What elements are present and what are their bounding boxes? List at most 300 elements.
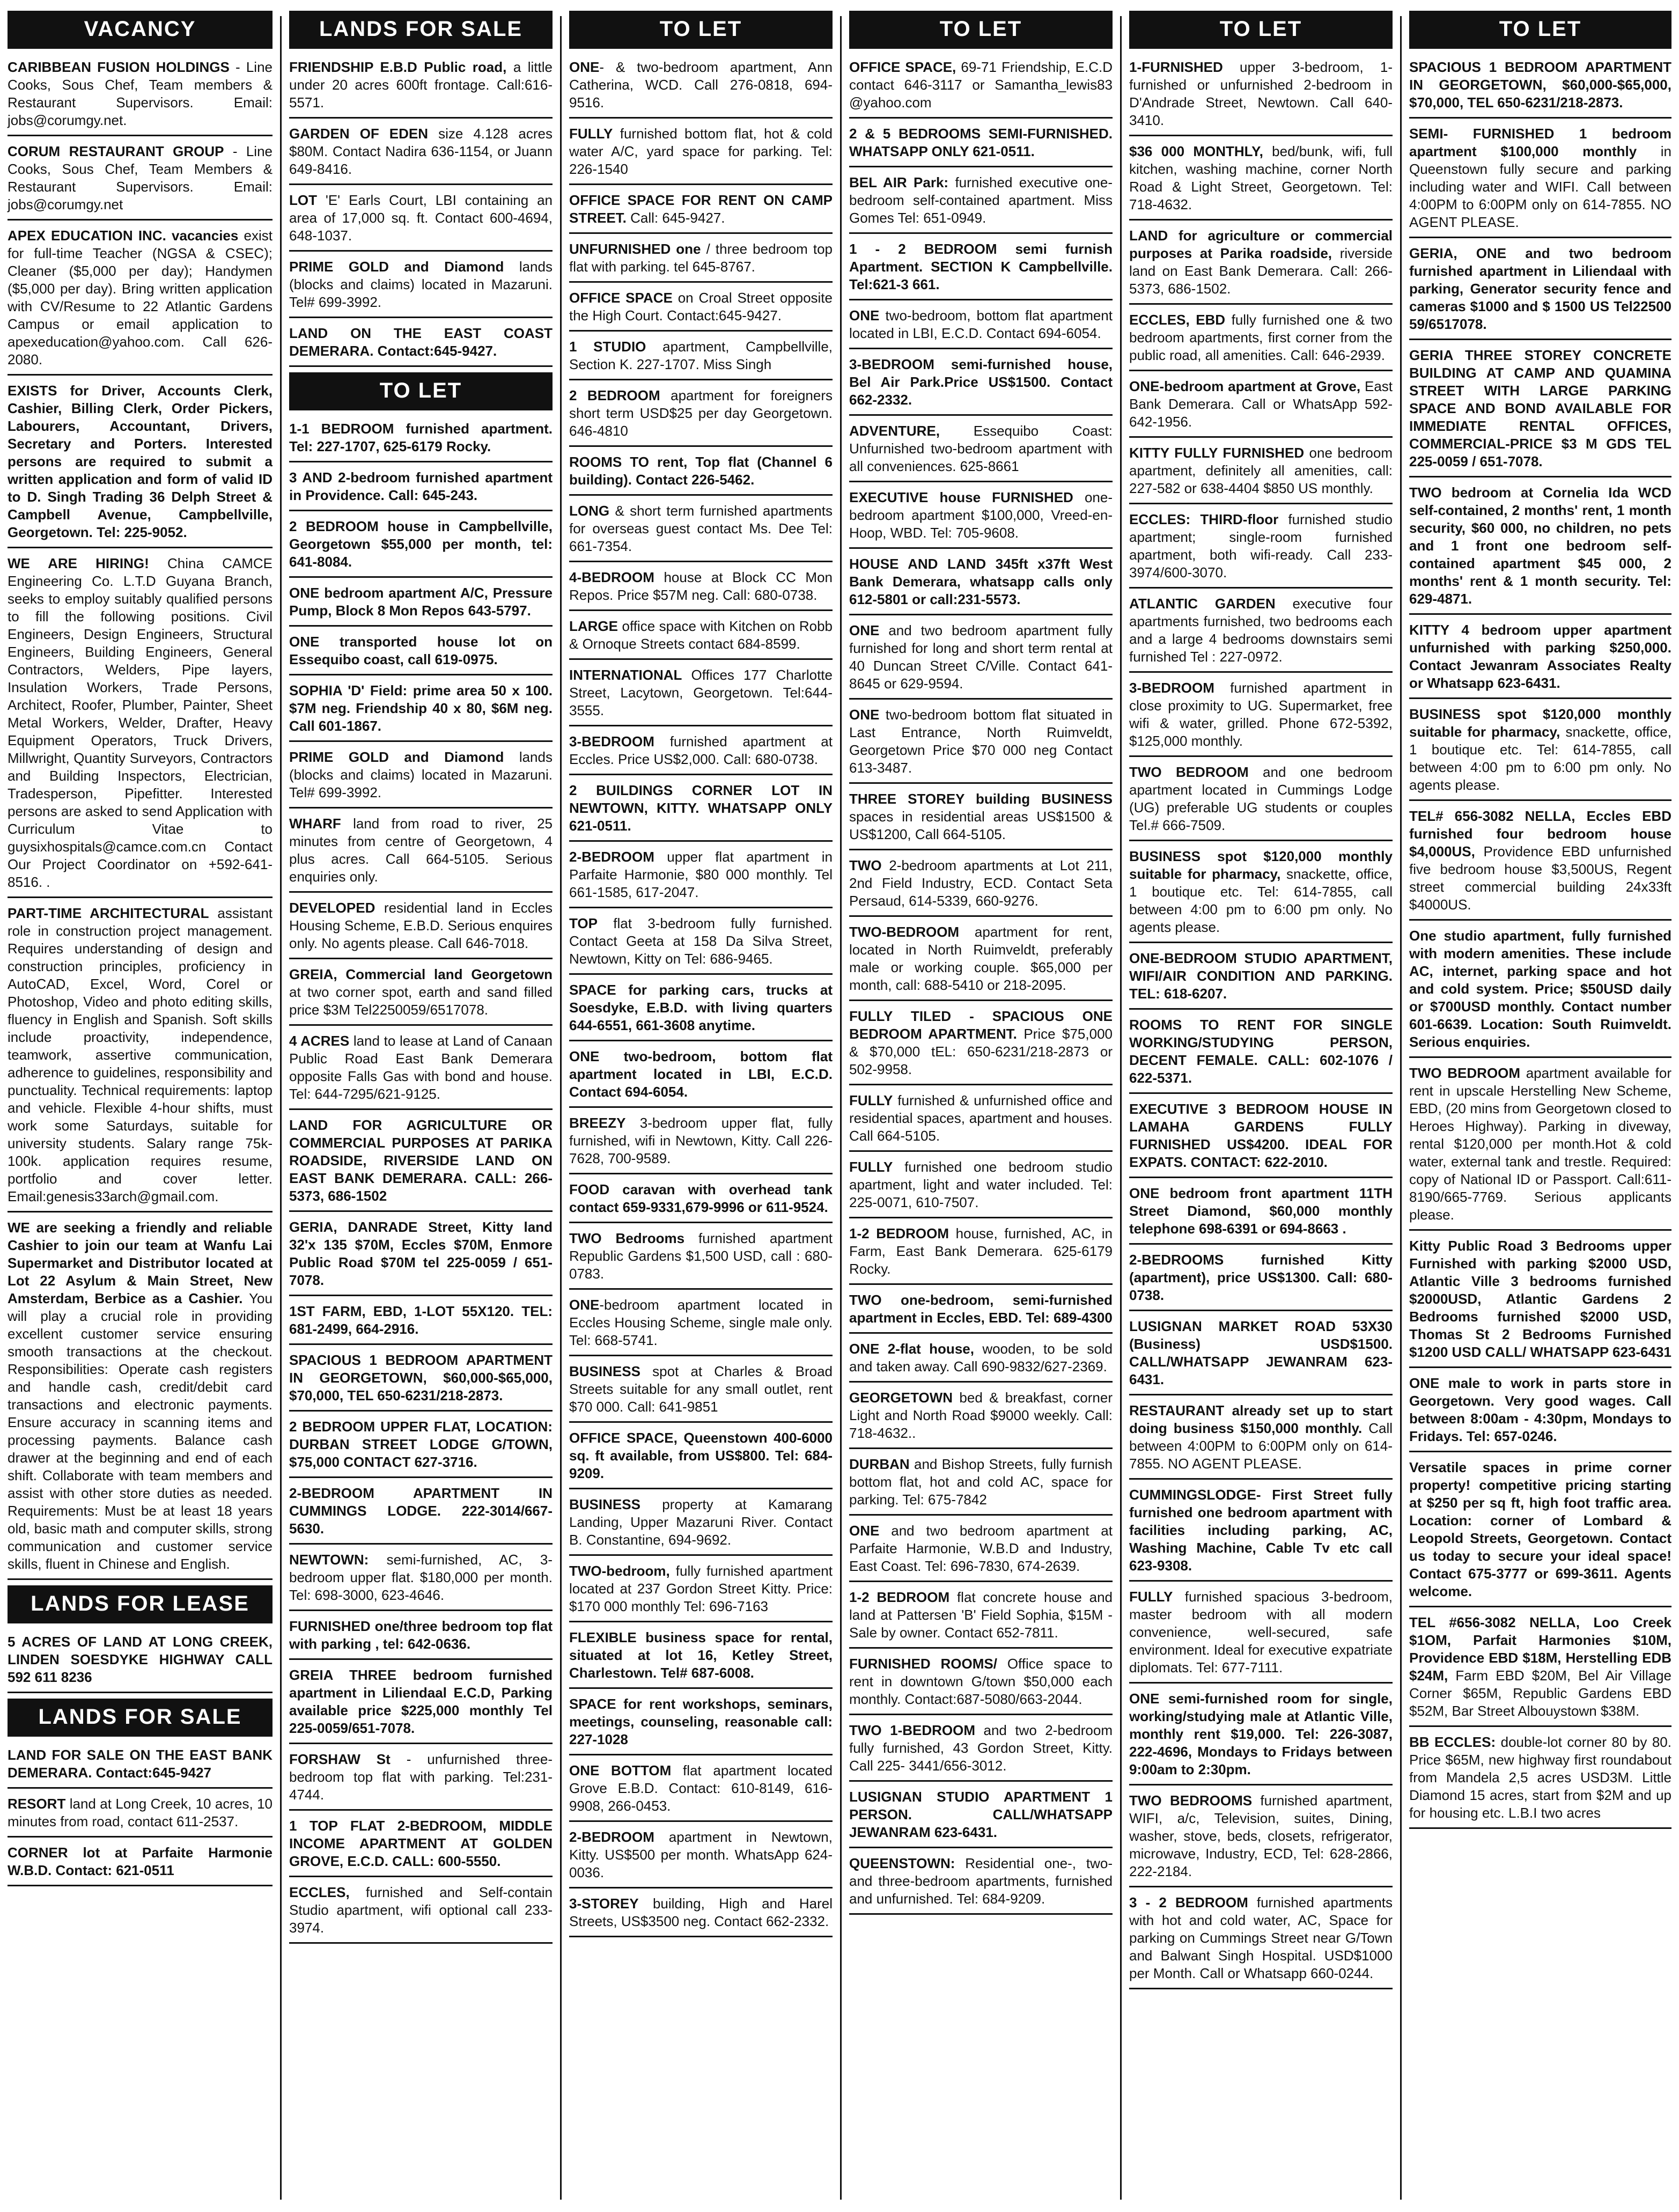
ad-lead: ONE-bedroom apartment at Grove, [1129, 378, 1361, 394]
classified-ad [1129, 442, 1393, 504]
ad-lead: ONE-BEDROOM STUDIO APARTMENT, WIFI/AIR CONDITION AND PARKING. TEL: 618-6207. [1129, 950, 1393, 1002]
column-5 [1122, 11, 1400, 2205]
ad-lead: ONE male to work in parts store in Georgetown. Very good wages. Call between 8:00am - 4:30pm, Mondays to Fridays. Tel: 657-0246. [1409, 1375, 1671, 1444]
ad-lead: BREEZY [569, 1115, 626, 1131]
ad-lead: TWO Bedrooms [569, 1230, 685, 1246]
ad-lead: 5 ACRES OF LAND AT LONG CREEK, LINDEN SOESDYKE HIGHWAY CALL 592 611 8236 [8, 1634, 273, 1685]
ad-lead: 2-BEDROOMS furnished Kitty (apartment), price US$1300. Call: 680-0738. [1129, 1252, 1393, 1303]
section-header: LANDS FOR LEASE [8, 1585, 273, 1623]
ad-body: at two corner spot, earth and sand filled price $3M Tel2250059/6517078. [289, 984, 553, 1018]
ad-lead: 2 BUILDINGS CORNER LOT IN NEWTOWN, KITTY. WHATSAPP ONLY 621-0511. [569, 782, 833, 834]
ad-lead: INTERNATIONAL [569, 667, 682, 683]
ad-lead: BEL AIR Park: [849, 174, 949, 190]
classified-ad [569, 123, 833, 185]
ad-lead: 4 ACRES [289, 1033, 350, 1049]
classified-ad [8, 553, 273, 898]
ad-body: -bedroom apartment located in Eccles Housing Scheme, single male only. Tel: 668-5741. [569, 1297, 833, 1348]
classified-ad [849, 420, 1113, 482]
ad-body: one bedroom apartment, definitely all amenities, call: 227-582 or 638-4404 $850 US monthly. [1129, 445, 1393, 496]
ad-lead: ONE 2-flat house, [849, 1341, 974, 1357]
ad-lead: KITTY FULLY FURNISHED [1129, 445, 1305, 461]
classified-ad [569, 1112, 833, 1174]
column-1 [0, 11, 280, 2205]
ad-body: China CAMCE Engineering Co. L.T.D Guyana Branch, seeks to employ suitably qualified persons to fill the following positions. Civil Engineers, Design Engineers, Structural Engineers, Building Engineers, General Contractors, Welders, Pipe layers, Insulation Workers, Trade Persons, Architect, Roofer, Plumber, Painter, Sheet Metal Workers, Welder, Drafter, Heavy Equipment Operators, Truck Drivers, Millwright, Quantity Surveyors, Contractors and Building Inspectors, Electrician, Tradesperson, Pipefitter. Interested persons are asked to send Application with Curriculum Vitae to guysixhospitals@camce.com.cn Contact Our Project Coordinator on +592-641-8516. . [8, 555, 273, 890]
ad-body: on Croal Street opposite the High Court. Contact:645-9427. [569, 290, 833, 324]
section-header: LANDS FOR SALE [289, 11, 553, 49]
ad-lead: ECCLES, [289, 1884, 350, 1900]
ad-lead: CUMMINGSLODGE- First Street fully furnished one bedroom apartment with facilities including parking, AC, Washing Machine, Cable Tv etc call 623-9308. [1129, 1487, 1393, 1574]
ad-lead: ONE two-bedroom, bottom flat apartment located in LBI, E.C.D. Contact 694-6054. [569, 1048, 833, 1100]
ad-body: - Line Cooks, Sous Chef, Team Members & Restaurant Supervisors. Email: jobs@corumgy.net [8, 143, 273, 212]
ad-lead: RESORT [8, 1796, 66, 1812]
ad-lead: KITTY 4 bedroom upper apartment unfurnished with parking $250,000. Contact Jewanram Associates Realty or Whatsapp 623-6431. [1409, 622, 1671, 691]
ad-lead: WE ARE HIRING! [8, 555, 149, 571]
ad-body: furnished apartment Republic Gardens $1,500 USD, call : 680-0783. [569, 1230, 833, 1282]
classified-ad [849, 354, 1113, 416]
ad-body: assistant role in construction project management. Requires understanding of design and construction principles, proficiency in AutoCAD, Excel, Word, Corel or Photoshop, Video and photo editing skills, fluency in English and Spanish. Soft skills include proactivity, independence, teamwork, assertive communication, adherence to guidelines, responsibility and punctuality. Technical requirements: laptop and vehicle. Flexible 4-hour shifts, must work some Saturdays, suitable for university students. Salary range 75k-100k. application requires resume, portfolio and cover letter. Email:genesis33arch@gmail.com. [8, 905, 273, 1204]
ad-lead: BUSINESS [569, 1363, 640, 1379]
ad-lead: OFFICE SPACE [569, 290, 673, 306]
classified-ad [569, 1760, 833, 1822]
classified-ad [1129, 509, 1393, 589]
ad-body: land at Long Creek, 10 acres, 10 minutes from road, contact 611-2537. [8, 1796, 273, 1829]
ad-body: Farm EBD $20M, Bel Air Village Corner $65M, Republic Gardens EBD $52M, Bar Street Albouystown $38M. [1409, 1667, 1671, 1719]
ad-body: fully furnished one & two bedroom apartments, first corner from the public road, all amenities. Call: 646-2939. [1129, 312, 1393, 363]
ad-lead: ECCLES, EBD [1129, 312, 1226, 328]
ad-body: and one bedroom apartment located in Cummings Lodge (UG) preferable UG students or couples Tel.# 666-7509. [1129, 764, 1393, 833]
ad-body: Call: 645-9427. [626, 210, 725, 226]
classified-ad [569, 1627, 833, 1689]
ad-body: furnished spacious 3-bedroom, master bedroom with all modern convenience, well-secured, safe environment. Ideal for executive expatriate diplomats. Tel: 677-7111. [1129, 1589, 1393, 1675]
classified-ad [1129, 1249, 1393, 1311]
ad-lead: 3-BEDROOM [569, 733, 654, 749]
ad-lead: 2-BEDROOM [569, 1829, 654, 1845]
classified-ad [1409, 619, 1671, 699]
ad-lead: DEVELOPED [289, 900, 375, 916]
ad-lead: 1 - 2 BEDROOM semi furnish Apartment. SECTION K Campbellville. Tel:621-3 661. [849, 241, 1113, 292]
classified-ad [1129, 1892, 1393, 1989]
column-2 [282, 11, 560, 2205]
classified-ad [569, 56, 833, 119]
ad-body: wooden, to be sold and taken away. Call 690-9832/627-2369. [849, 1341, 1113, 1375]
ad-lead: CORNER lot at Parfaite Harmonie W.B.D. Contact: 621-0511 [8, 1844, 273, 1878]
classified-ad [289, 256, 553, 318]
ad-lead: 2 & 5 BEDROOMS SEMI-FURNISHED. WHATSAPP ONLY 621-0511. [849, 126, 1113, 159]
classified-ad [1129, 376, 1393, 438]
ad-lead: FORSHAW St [289, 1751, 391, 1767]
classified-ad [289, 1300, 553, 1345]
ad-lead: LAND FOR AGRICULTURE OR COMMERCIAL PURPOSES AT PARIKA ROADSIDE, RIVERSIDE LAND ON EAST BANK DEMERARA. CALL: 266-5373, 686-1502 [289, 1117, 553, 1204]
ad-body: / three bedroom top flat with parking. tel 645-8767. [569, 241, 833, 275]
classified-ad [569, 287, 833, 332]
classified-ad [849, 620, 1113, 700]
ad-body: - Line Cooks, Sous Chef, Team members & Restaurant Supervisors. Email: jobs@corumgy.net. [8, 59, 273, 128]
classified-ad [849, 1090, 1113, 1152]
classified-ad [1409, 1235, 1671, 1368]
ad-body: - unfurnished three-bedroom top flat with parking. Tel:231-4744. [289, 1751, 553, 1803]
section-header: TO LET [289, 372, 553, 410]
ad-lead: SPACE for parking cars, trucks at Soesdyke, E.B.D. with living quarters 644-6551, 661-3608 anytime. [569, 982, 833, 1033]
ad-lead: ONE transported house lot on Essequibo coast, call 619-0975. [289, 634, 553, 667]
ad-body: and Bishop Streets, fully furnish bottom flat, hot and cold AC, space for parking. Tel: 675-7842 [849, 1456, 1113, 1508]
classified-ad [1409, 344, 1671, 477]
ad-body: furnished bottom flat, hot & cold water A/C, yard space for parking. Tel: 226-1540 [569, 126, 833, 177]
ad-lead: LOT [289, 192, 317, 208]
ad-lead: FULLY [849, 1159, 893, 1175]
classified-ad [1409, 56, 1671, 119]
ad-lead: TWO BEDROOM [1409, 1065, 1521, 1081]
ad-lead: FURNISHED ROOMS/ [849, 1656, 997, 1672]
classified-ad [569, 1294, 833, 1356]
ad-body: flat apartment located Grove E.B.D. Contact: 610-8149, 616-9908, 266-0453. [569, 1762, 833, 1814]
ad-body: residential land in Eccles Housing Scheme, E.B.D. Serious enquires only. No agents please. Call 646-7018. [289, 900, 553, 951]
ad-lead: ATLANTIC GARDEN [1129, 596, 1276, 612]
ad-lead: 1-2 BEDROOM [849, 1589, 950, 1605]
classified-ad [849, 1520, 1113, 1582]
ad-lead: QUEENSTOWN: [849, 1855, 955, 1871]
classified-ad [8, 1631, 273, 1693]
classified-ad [289, 1549, 553, 1611]
ad-lead: BUSINESS spot $120,000 monthly suitable for pharmacy, [1129, 848, 1393, 882]
classified-ad [569, 189, 833, 234]
ad-lead: NEWTOWN: [289, 1552, 369, 1568]
ad-lead: LARGE [569, 618, 618, 634]
ad-lead: EXECUTIVE 3 BEDROOM HOUSE IN LAMAHA GARDENS FULLY FURNISHED US$4200. IDEAL FOR EXPATS. CONTACT: 622-2010. [1129, 1101, 1393, 1170]
classified-ad [849, 487, 1113, 549]
ad-lead: TWO-BEDROOM [849, 924, 960, 940]
ad-lead: 2 BEDROOM UPPER FLAT, LOCATION: DURBAN STREET LODGE G/TOWN, $75,000 CONTACT 627-3716. [289, 1419, 553, 1470]
ad-lead: 3-BEDROOM semi-furnished house, Bel Air Park.Price US$1500. Contact 662-2332. [849, 356, 1113, 408]
classified-ad [1409, 703, 1671, 801]
ad-lead: 1ST FARM, EBD, 1-LOT 55X120. TEL: 681-2499, 664-2916. [289, 1303, 553, 1337]
ad-body: East Bank Demerara. Call or WhatsApp 592-642-1956. [1129, 378, 1393, 430]
ad-lead: SPACIOUS 1 BEDROOM APARTMENT IN GEORGETOWN, $60,000-$65,000, $70,000, TEL 650-6231/218-2873. [289, 1352, 553, 1403]
ad-lead: TWO bedroom at Cornelia Ida WCD self-contained, 2 months' rent, 1 month security, $60 000, no children, no pets and 1 front one bedroom self-contained apartment $45 000, 2 months' rent & 1 month security. Tel: 629-4871. [1409, 484, 1671, 607]
section-header: TO LET [569, 11, 833, 49]
ad-body: a little under 20 acres 600ft frontage. Call:616-5571. [289, 59, 553, 111]
classified-ad [8, 1217, 273, 1580]
ad-lead: SPACIOUS 1 BEDROOM APARTMENT IN GEORGETOWN, $60,000-$65,000, $70,000, TEL 650-6231/218-2873. [1409, 59, 1671, 111]
classified-ad [569, 336, 833, 380]
classified-ad [1129, 1182, 1393, 1245]
ad-lead: ONE [849, 622, 880, 638]
ad-lead: EXECUTIVE house FURNISHED [849, 489, 1073, 505]
ad-lead: 4-BEDROOM [569, 569, 654, 585]
ad-lead: ONE [569, 59, 600, 75]
ad-lead: FLEXIBLE business space for rental, situated at lot 16, Ketley Street, Charlestown. Tel# 687-6008. [569, 1629, 833, 1681]
classified-ad [849, 1786, 1113, 1848]
classified-ad [569, 1046, 833, 1108]
ad-lead: DURBAN [849, 1456, 910, 1472]
ad-lead: HOUSE AND LAND 345ft x37ft West Bank Demerara, whatsapp calls only 612-5801 or call:231-5573. [849, 556, 1113, 607]
ad-body: Call between 4:00PM to 6:00PM only on 614-7855. NO AGENT PLEASE. [1129, 1420, 1393, 1472]
ad-lead: LUSIGNAN MARKET ROAD 53X30 (Business) USD$1500. CALL/WHATSAPP JEWANRAM 623-6431. [1129, 1318, 1393, 1387]
ad-body: snackette, office, 1 boutique etc. Tel: 614-7855, call between 4:00 pm to 6:00 pm only. No agents please. [1129, 866, 1393, 935]
ad-body: Essequibo Coast: Unfurnished two-bedroom apartment with all conveniences. 625-8661 [849, 423, 1113, 474]
ad-lead: SOPHIA 'D' Field: prime area 50 x 100. $7M neg. Friendship 40 x 80, $6M neg. Call 601-1867. [289, 682, 553, 734]
classified-ad [849, 172, 1113, 234]
classified-ad [849, 788, 1113, 850]
classified-ad [289, 516, 553, 578]
ad-body: two-bedroom bottom flat situated in Last Entrance, North Ruimveldt, Georgetown Price $70 000 neg Contact 613-3487. [849, 707, 1113, 776]
ad-body: 3-bedroom upper flat, fully furnished, wifi in Newtown, Kitty. Call 226-7628, 700-9589. [569, 1115, 833, 1166]
ad-body: executive four apartments furnished, two bedrooms each and a large 4 bedrooms downstairs semi furnished Tel : 227-0972. [1129, 596, 1393, 665]
ad-lead: ONE semi-furnished room for single, working/studying male at Atlantic Ville, monthly rent $19,000. Tel: 226-3087, 222-4696, Mondays to Fridays between 9:00am to 2:30pm. [1129, 1691, 1393, 1777]
ad-body: double-lot corner 80 by 80. Price $65M, new highway first roundabout from Mandela 2,5 acres USD3M. Little Diamond 15 acres, start from $2M and up for housing etc. L.B.I two acres [1409, 1734, 1671, 1821]
classified-ad [1129, 947, 1393, 1010]
classified-ad [1129, 56, 1393, 136]
ad-body: in Queenstown fully secure and parking including water and WIFI. Call between 4:00PM to 6:00PM only on 614-7855. NO AGENT PLEASE. [1409, 143, 1671, 230]
ad-body: furnished apartment, WIFI, a/c, Television, suites, Dining, washer, stove, beds, closets, refrigerator, microwave, Industry, ECD, Tel: 628-2866, 222-2184. [1129, 1792, 1393, 1879]
ad-body: Office space to rent in downtown G/town $50,000 each monthly. Contact:687-5080/663-2044. [849, 1656, 1113, 1707]
ad-lead: FULLY [1129, 1589, 1173, 1605]
classified-ad [8, 380, 273, 548]
classified-ad [1129, 141, 1393, 221]
classified-ad [849, 56, 1113, 119]
classified-ad [849, 1338, 1113, 1383]
ad-lead: APEX EDUCATION INC. vacancies [8, 227, 239, 244]
classified-ad [569, 664, 833, 726]
ad-body: fully furnished apartment located at 237 Gordon Street Kitty. Price: $170 000 monthly Tel: 696-7163 [569, 1563, 833, 1614]
ad-lead: 3 AND 2-bedroom furnished apartment in Providence. Call: 645-243. [289, 469, 553, 503]
ad-body: - & two-bedroom apartment, Ann Catherina, WCD. Call 276-0818, 694-9516. [569, 59, 833, 111]
ad-lead: LAND FOR SALE ON THE EAST BANK DEMERARA. Contact:645-9427 [8, 1747, 273, 1781]
ad-lead: LUSIGNAN STUDIO APARTMENT 1 PERSON. CALL/WHATSAPP JEWANRAM 623-6431. [849, 1789, 1113, 1840]
column-3 [562, 11, 840, 2205]
ad-lead: CARIBBEAN FUSION HOLDINGS [8, 59, 230, 75]
ad-lead: ONE BOTTOM [569, 1762, 672, 1779]
ad-lead: TWO-bedroom, [569, 1563, 670, 1579]
ad-lead: FOOD caravan with overhead tank contact 659-9331,679-9996 or 611-9524. [569, 1181, 833, 1215]
section-header: VACANCY [8, 11, 273, 49]
ad-lead: BB ECCLES: [1409, 1734, 1496, 1750]
classified-ad [1409, 123, 1671, 238]
ad-body: apartment, Campbellville, Section K. 227-1707. Miss Singh [569, 339, 833, 372]
classified-ad [569, 385, 833, 447]
ad-lead: 1 STUDIO [569, 339, 646, 355]
ad-body: bed & breakfast, corner Light and North Road $9000 weekly. Call: 718-4632.. [849, 1390, 1113, 1441]
ad-lead: GERIA, ONE and two bedroom furnished apartment in Liliendaal with parking, Generator security fence and cameras $1000 and $ 1500 US Tel22500 59/6517078. [1409, 245, 1671, 332]
classified-ad [569, 1427, 833, 1489]
section-header: LANDS FOR SALE [8, 1699, 273, 1737]
ad-body: Price $75,000 & $70,000 tEL: 650-6231/218-2873 or 502-9958. [849, 1026, 1113, 1077]
ad-body: apartment available for rent in upscale Herstelling New Scheme, EBD, (20 mins from Georgetown closed to Heroes Highway). Parking in diveway, rental $120,000 per month.Hot & cold water, external tank and trestle. Required: copy of National ID or Passport. Call:611-8190/665-7769. Serious applicants please. [1409, 1065, 1671, 1223]
ad-body: and two bedroom apartment at Parfaite Harmonie, W.B.D and Industry, East Coast. Tel: 696-7830, 674-2639. [849, 1523, 1113, 1574]
classified-ad [289, 813, 553, 893]
classified-ad [569, 1228, 833, 1290]
ad-lead: 2-BEDROOM [569, 849, 654, 865]
ad-body: spaces in residential areas US$1500 & US$1200, Call 664-5105. [849, 809, 1113, 842]
ad-body: exist for full-time Teacher (NGSA & CSEC); Cleaner ($5,000 per day); Handymen ($5,000 per day). Bring written application with CV/Resume to 22 Atlantic Gardens Campus or email application to apexeducation@yahoo.com. Call 626-2080. [8, 227, 273, 368]
ad-body: two-bedroom, bottom flat apartment located in LBI, E.C.D. Contact 694-6054. [849, 307, 1113, 341]
section-header: TO LET [849, 11, 1113, 49]
classified-ad [1409, 242, 1671, 340]
classified-ad [8, 225, 273, 376]
ad-lead: FULLY [569, 126, 613, 142]
ad-body: apartment for rent, located in North Ruimveldt, preferably male or working couple. $65,000 per month, call: 688-5410 or 218-2095. [849, 924, 1113, 993]
classified-ad [569, 500, 833, 562]
ad-lead: GREIA THREE bedroom furnished apartment in Liliendaal E.C.D, Parking available price $225,000 monthly Tel 225-0059/651-7078. [289, 1667, 553, 1736]
ad-body: 'E' Earls Court, LBI containing an area of 17,000 sq. ft. Contact 600-4694, 648-1037. [289, 192, 553, 244]
ad-lead: GEORGETOWN [849, 1390, 953, 1406]
classified-ad [1409, 1457, 1671, 1607]
classified-ad [1409, 1612, 1671, 1727]
classified-ad [289, 1615, 553, 1660]
ad-lead: BUSINESS spot $120,000 monthly suitable for pharmacy, [1409, 706, 1671, 740]
ad-lead: Kitty Public Road 3 Bedrooms upper Furnished with parking $2000 USD, Atlantic Ville 3 bedrooms furnished $2000USD, Atlantic Gardens 2 Bedrooms furnished $2000 USD, Thomas St 2 Bedrooms Furnished $1200 USD CALL/ WHATSAPP 623-6431 [1409, 1238, 1671, 1360]
ad-lead: RESTAURANT already set up to start doing business $150,000 monthly. [1129, 1402, 1393, 1436]
ad-lead: 1 TOP FLAT 2-BEDROOM, MIDDLE INCOME APARTMENT AT GOLDEN GROVE, E.C.D. CALL: 600-5550. [289, 1818, 553, 1869]
classified-ad [849, 1586, 1113, 1649]
classified-ad [289, 1748, 553, 1811]
column-4 [842, 11, 1120, 2205]
classified-ad [569, 846, 833, 908]
classified-ad [849, 921, 1113, 1001]
ad-body: You will play a crucial role in providing excellent customer service ensuring smooth transactions at the checkout. Responsibilities: Operate cash registers and handle cash, credit/debit card transactions and electronic payments. Ensure accuracy in scanning items and processing payments. Balance cash drawer at the beginning and end of each shift. Collaborate with team members and assist with other store duties as needed. Requirements: Must be at least 18 years old, basic math and computer skills, strong communication and customer service skills, fluent in Chinese and English. [8, 1290, 273, 1572]
ad-lead: FULLY TILED - SPACIOUS ONE BEDROOM APARTMENT. [849, 1008, 1113, 1042]
classified-ad [569, 731, 833, 775]
ad-lead: GERIA, DANRADE Street, Kitty land 32'x 135 $70M, Eccles $70M, Enmore Public Road $70M tel 225-0059 / 651-7078. [289, 1219, 553, 1288]
ad-body: furnished studio apartment; single-room furnished apartment, both wifi-ready. Call 233-3974/600-3070. [1129, 511, 1393, 580]
classified-ad [289, 418, 553, 462]
classified-ad [289, 189, 553, 252]
ad-lead: WE are seeking a friendly and reliable Cashier to join our team at Wanfu Lai Supermarket and Distributor located at Lot 22 Asylum & Main Street, New Amsterdam, Berbice as a Cashier. [8, 1219, 273, 1306]
ad-body: and two bedroom apartment fully furnished for long and short term rental at 40 Duncan Street C/Ville. Contact 641-8645 or 629-9594. [849, 622, 1113, 692]
ad-lead: OFFICE SPACE FOR RENT ON CAMP STREET. [569, 192, 833, 226]
ad-lead: ROOMS TO RENT FOR SINGLE WORKING/STUDYING PERSON, DECENT FEMALE. CALL: 602-1076 / 622-5371. [1129, 1017, 1393, 1086]
classified-ad [1129, 1400, 1393, 1480]
classified-ad [8, 1793, 273, 1838]
classified-ad [1129, 677, 1393, 757]
ad-body: flat concrete house and land at Pattersen 'B' Field Sophia, $15M - Sale by owner. Contact 652-7811. [849, 1589, 1113, 1641]
classified-ad [1409, 1372, 1671, 1452]
classified-ad [569, 913, 833, 975]
classified-ad [1409, 1062, 1671, 1231]
ad-body: Residential one-, two- and three-bedroom apartments, furnished and unfurnished. Tel: 684-9209. [849, 1855, 1113, 1907]
classified-ad [849, 1653, 1113, 1715]
classified-ad [289, 746, 553, 809]
ad-body: Offices 177 Charlotte Street, Lacytown, Georgetown. Tel:644-3555. [569, 667, 833, 718]
classified-ad [849, 1719, 1113, 1782]
classified-ad [8, 56, 273, 136]
classified-ad [1129, 309, 1393, 371]
classified-ad [569, 451, 833, 496]
ad-body: furnished apartment at Eccles. Price US$2,000. Call: 680-0738. [569, 733, 833, 767]
classified-ad [569, 979, 833, 1041]
ad-lead: OFFICE SPACE, Queenstown 400-6000 sq. ft available, from US$800. Tel: 684-9209. [569, 1430, 833, 1481]
column-6 [1402, 11, 1679, 2205]
ad-body: flat 3-bedroom fully furnished. Contact Geeta at 158 Da Silva Street, Newtown, Kitty on Tel: 686-9465. [569, 915, 833, 967]
ad-lead: CORUM RESTAURANT GROUP [8, 143, 224, 159]
classified-ad [1129, 1688, 1393, 1785]
ad-lead: LAND for agriculture or commercial purposes at Parika roadside, [1129, 227, 1393, 261]
classified-ad [1409, 1731, 1671, 1829]
classified-ad [849, 1289, 1113, 1334]
classified-ad [569, 1893, 833, 1937]
ad-lead: TWO BEDROOM [1129, 764, 1249, 780]
classified-ad [289, 964, 553, 1026]
ad-lead: ONE [569, 1297, 600, 1313]
ad-lead: 2 BEDROOM [569, 387, 660, 403]
classified-ad [289, 1815, 553, 1877]
classified-ad [1129, 1484, 1393, 1582]
ad-lead: EXISTS for Driver, Accounts Clerk, Cashier, Billing Clerk, Order Pickers, Labourers, Accountant, Drivers, Secretary and Porters. Interested persons are required to submit a written application and form of valid ID to D. Singh Trading 36 Delph Street & Campbell Avenue, Campbellville, Georgetown. Tel: 225-9052. [8, 383, 273, 540]
ad-lead: OFFICE SPACE, [849, 59, 956, 75]
classified-ad [569, 1826, 833, 1888]
ad-lead: Versatile spaces in prime corner property! competitive pricing starting at $250 per sq ft, high foot traffic area. Location: corner of Lombard & Leopold Streets, Georgetown. Contact us today to secure your ideal space! Contact 675-3777 or 699-3611. Agents welcome. [1409, 1459, 1671, 1599]
ad-lead: FRIENDSHIP E.B.D Public road, [289, 59, 507, 75]
ad-body: property at Kamarang Landing, Upper Mazaruni River. Contact B. Constantine, 694-9692. [569, 1496, 833, 1548]
classified-ad [569, 1361, 833, 1423]
classified-ad [569, 1494, 833, 1556]
classified-ad [289, 467, 553, 511]
classified-ad [289, 1664, 553, 1744]
ad-lead: 3 - 2 BEDROOM [1129, 1894, 1248, 1910]
ad-body: house, furnished, AC, in Farm, East Bank Demerara. 625-6179 Rocky. [849, 1225, 1113, 1277]
classified-ad [289, 897, 553, 959]
ad-lead: 2-BEDROOM APARTMENT IN CUMMINGS LODGE. 222-3014/667-5630. [289, 1485, 553, 1537]
ad-lead: TWO BEDROOMS [1129, 1792, 1253, 1809]
ad-body: 69-71 Friendship, E.C.D contact 646-3117 or Samantha_lewis83 @yahoo.com [849, 59, 1113, 111]
ad-body: semi-furnished, AC, 3-bedroom upper flat. $180,000 per month. Tel: 698-3000, 623-4646. [289, 1552, 553, 1603]
classified-ad [289, 680, 553, 742]
classified-ad [1129, 593, 1393, 673]
classified-ad [1129, 1014, 1393, 1094]
ad-body: one-bedroom apartment $100,000, Vreed-en-Hoop, WBD. Tel: 705-9608. [849, 489, 1113, 541]
ad-lead: 3-STOREY [569, 1895, 639, 1912]
ad-body: furnished apartment in close proximity to UG. Supermarket, free wifi & water, grilled. Phone 672-5392, $125,000 monthly. [1129, 680, 1393, 749]
classified-ad [1129, 225, 1393, 305]
ad-lead: PART-TIME ARCHITECTURAL [8, 905, 209, 921]
classified-ad [289, 123, 553, 185]
ad-lead: 1-1 BEDROOM furnished apartment. Tel: 227-1707, 625-6179 Rocky. [289, 421, 553, 454]
classified-ad [289, 1482, 553, 1545]
classified-ad [1409, 925, 1671, 1058]
ad-body: office space with Kitchen on Robb & Ornoque Streets contact 684-8599. [569, 618, 833, 652]
ad-lead: WHARF [289, 815, 341, 832]
ad-lead: ONE bedroom front apartment 11TH Street Diamond, $60,000 monthly telephone 698-6391 or 694-8663 . [1129, 1185, 1393, 1237]
ad-body: lands (blocks and claims) located in Mazaruni. Tel# 699-3992. [289, 259, 553, 310]
ad-body: furnished & unfurnished office and residential spaces, apartment and houses. Call 664-5105. [849, 1092, 1113, 1144]
ad-body: land to lease at Land of Canaan Public Road East Bank Demerara opposite Falls Gas with bond and house. Tel: 644-7295/621-9125. [289, 1033, 553, 1102]
ad-body: 2-bedroom apartments at Lot 211, 2nd Field Industry, ECD. Contact Seta Persaud, 614-5339, 660-9276. [849, 857, 1113, 909]
classified-ad [289, 1882, 553, 1944]
classified-ad [849, 1387, 1113, 1449]
ad-lead: 3-BEDROOM [1129, 680, 1214, 696]
classified-ad [289, 1416, 553, 1478]
ad-body: apartment for foreigners short term USD$25 per day Georgetown. 646-4810 [569, 387, 833, 439]
ad-body: riverside land on East Bank Demerara. Call: 266-5373, 686-1502. [1129, 245, 1393, 297]
classified-ad [849, 238, 1113, 300]
ad-lead: 1-2 BEDROOM [849, 1225, 949, 1241]
ad-lead: 2 BEDROOM house in Campbellville, Georgetown $55,000 per month, tel: 641-8084. [289, 518, 553, 570]
ad-lead: UNFURNISHED one [569, 241, 701, 257]
classified-ad [849, 1853, 1113, 1915]
ad-body: house at Block CC Mon Repos. Price $57M neg. Call: 680-0738. [569, 569, 833, 603]
classified-ad [289, 631, 553, 675]
ad-body: furnished executive one-bedroom self-contained apartment. Miss Gomes Tel: 651-0949. [849, 174, 1113, 226]
classified-ad [289, 1114, 553, 1212]
ad-body: and two 2-bedroom fully furnished, 43 Gordon Street, Kitty. Call 225- 3441/656-3012. [849, 1722, 1113, 1774]
ad-body: furnished one bedroom studio apartment, light and water included. Tel: 225-0071, 610-7507. [849, 1159, 1113, 1210]
ad-lead: ECCLES: THIRD-floor [1129, 511, 1279, 527]
classified-ad [849, 553, 1113, 615]
ad-body: land from road to river, 25 minutes from centre of Georgetown, 4 plus acres. Call 664-5105. Serious enquiries only. [289, 815, 553, 885]
classified-ad [849, 1156, 1113, 1218]
ad-body: building, High and Harel Streets, US$3500 neg. Contact 662-2332. [569, 1895, 833, 1929]
ad-lead: TEL #656-3082 NELLA, Loo Creek $1OM, Parfait Harmonies $10M, Providence EBD $18M, Herstelling EDB $24M, [1409, 1614, 1671, 1684]
ad-lead: TWO 1-BEDROOM [849, 1722, 976, 1738]
